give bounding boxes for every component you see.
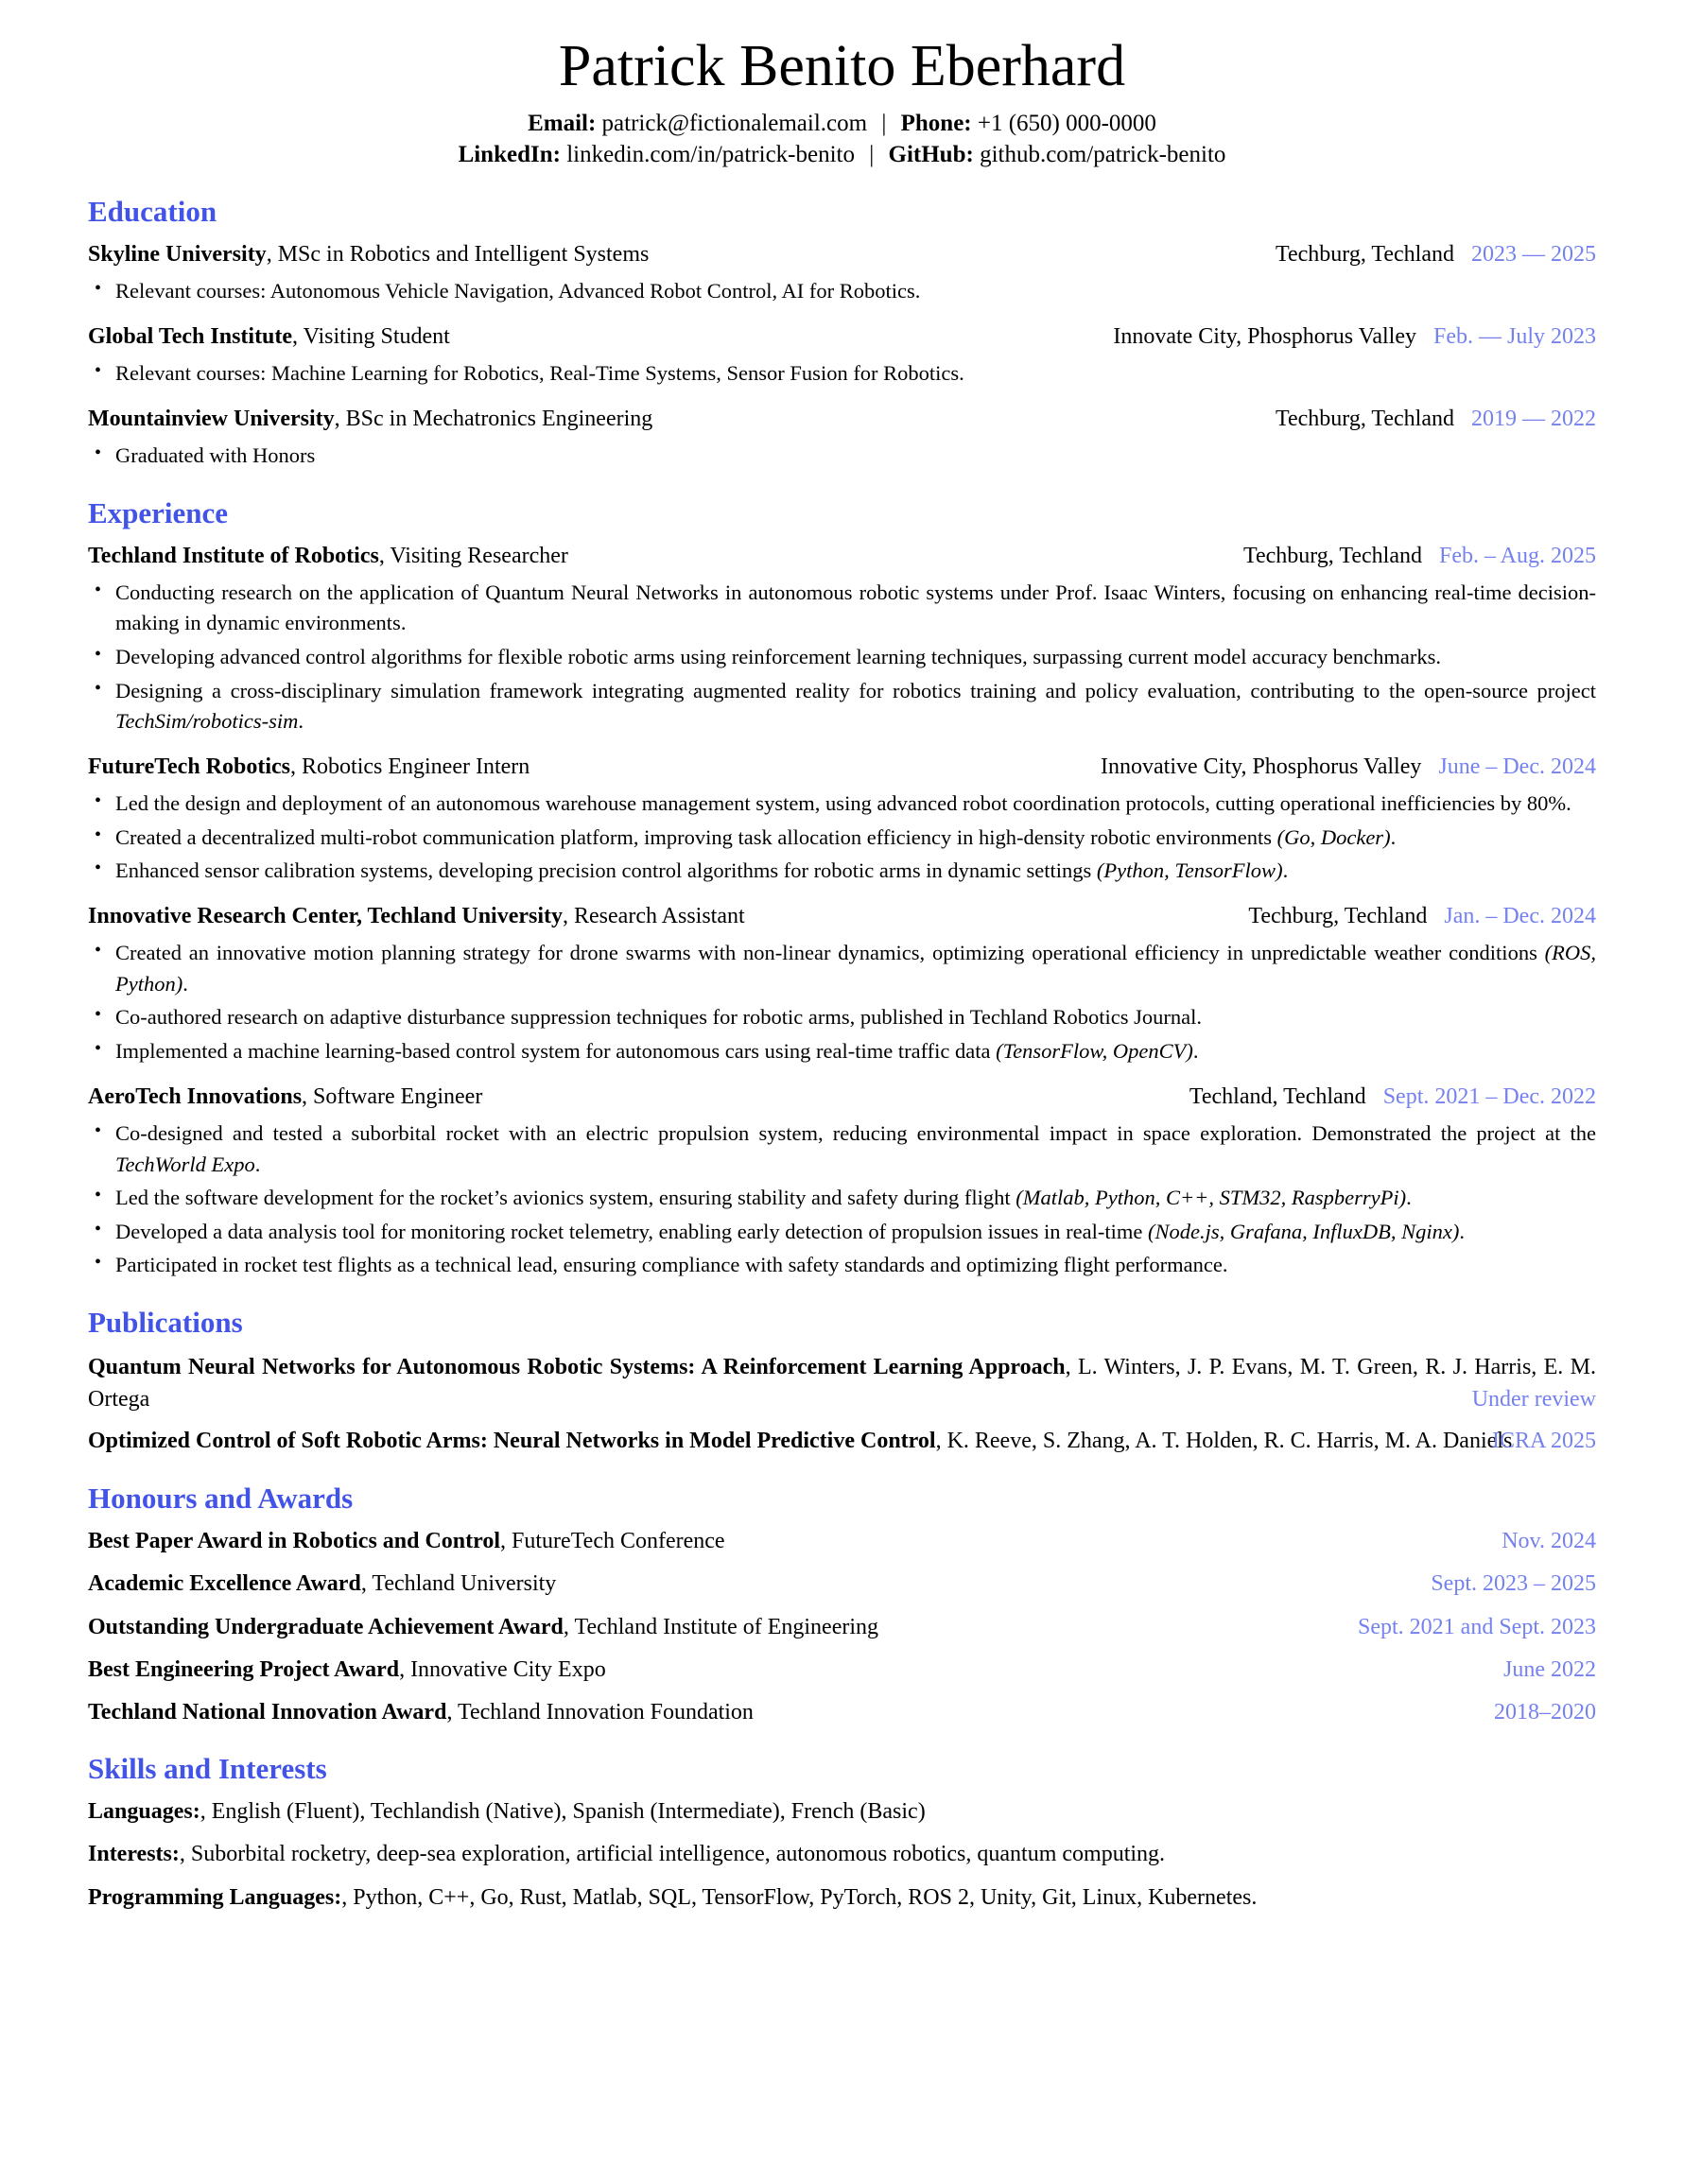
bullet-item: • Co-authored research on adaptive disturbance suppression techniques for robotic arms, published in Techland Robotics Journal. bbox=[88, 1002, 1596, 1033]
experience-entry bbox=[88, 902, 1596, 1067]
bullet-item: • Co-designed and tested a suborbital rocket with an electric propulsion system, reducing environmental impact in space exploration. Demonstrated the project at the TechWorld Expo. bbox=[88, 1118, 1596, 1180]
entry-institution: Skyline University bbox=[88, 242, 267, 268]
award-date: 2018–2020 bbox=[1494, 1699, 1596, 1725]
entry-location: Techburg, Techland bbox=[1275, 242, 1454, 268]
bullet-item: • Relevant courses: Autonomous Vehicle Navigation, Advanced Robot Control, AI for Robotics. bbox=[88, 276, 1596, 307]
entry-dates: Sept. 2021 – Dec. 2022 bbox=[1382, 1083, 1596, 1109]
experience-entry bbox=[88, 542, 1596, 737]
publication-entry bbox=[88, 1425, 1596, 1457]
bullet-icon: • bbox=[95, 790, 102, 812]
separator: | bbox=[869, 142, 875, 168]
publication-authors: , K. Reeve, S. Zhang, A. T. Holden, R. C. Harris, M. A. Daniels bbox=[935, 1429, 1513, 1454]
publication-entry bbox=[88, 1351, 1596, 1415]
entry-institution: Mountainview University bbox=[88, 406, 335, 431]
section-publications bbox=[88, 1306, 1596, 1457]
bullet-item: • Created an innovative motion planning strategy for drone swarms with non-linear dynamics, optimizing operational efficiency in unpredictable weather conditions (ROS, Python). bbox=[88, 938, 1596, 999]
entry-location: Innovative City, Phosphorus Valley bbox=[1101, 754, 1422, 779]
bullet-icon: • bbox=[95, 1185, 102, 1206]
bullet-item: • Participated in rocket test flights as a technical lead, ensuring compliance with safety standards and optimizing flight performance. bbox=[88, 1250, 1596, 1281]
education-entry bbox=[88, 322, 1596, 390]
skills-programming bbox=[88, 1883, 1596, 1913]
separator: | bbox=[881, 111, 887, 137]
section-skills bbox=[88, 1752, 1596, 1913]
skills-text: , English (Fluent), Techlandish (Native), Spanish (Intermediate), French (Basic) bbox=[200, 1799, 926, 1825]
bullet-icon: • bbox=[95, 1252, 102, 1274]
entry-dates: 2019 — 2022 bbox=[1471, 406, 1596, 431]
entry-location: Techburg, Techland bbox=[1275, 406, 1454, 431]
entry-role: , Robotics Engineer Intern bbox=[290, 754, 530, 779]
award-org: , Innovative City Expo bbox=[399, 1656, 606, 1682]
bullet-icon: • bbox=[95, 579, 102, 600]
github-label: GitHub: bbox=[888, 142, 974, 168]
entry-header bbox=[88, 542, 1596, 571]
entry-header bbox=[88, 1083, 1596, 1112]
bullet-list bbox=[88, 1118, 1596, 1281]
section-awards bbox=[88, 1482, 1596, 1727]
skills-label: Interests: bbox=[88, 1842, 180, 1867]
education-entry bbox=[88, 405, 1596, 472]
entry-location: Techland, Techland bbox=[1189, 1083, 1366, 1109]
award-date: June 2022 bbox=[1503, 1656, 1596, 1682]
bullet-icon: • bbox=[95, 858, 102, 879]
entry-header bbox=[88, 322, 1596, 352]
bullet-item: • Created a decentralized multi-robot communication platform, improving task allocation efficiency in high-density robotic environments (Go, Docker). bbox=[88, 823, 1596, 854]
bullet-list bbox=[88, 578, 1596, 737]
phone-label: Phone: bbox=[900, 111, 972, 137]
award-name: Best Paper Award in Robotics and Control bbox=[88, 1529, 501, 1554]
entry-header bbox=[88, 753, 1596, 782]
skills-interests bbox=[88, 1840, 1596, 1869]
bullet-list bbox=[88, 441, 1596, 472]
experience-entry bbox=[88, 1083, 1596, 1281]
contact-line-1 bbox=[88, 108, 1596, 139]
award-name: Academic Excellence Award bbox=[88, 1571, 361, 1597]
linkedin-value: linkedin.com/in/patrick-benito bbox=[566, 142, 855, 168]
award-org: , Techland Institute of Engineering bbox=[563, 1614, 879, 1639]
publication-status: Under review bbox=[1471, 1387, 1596, 1413]
bullet-icon: • bbox=[95, 823, 102, 845]
bullet-item: • Developing advanced control algorithms for flexible robotic arms using reinforcement learning techniques, surpassing current model accuracy benchmarks. bbox=[88, 642, 1596, 673]
entry-company: AeroTech Innovations bbox=[88, 1083, 303, 1109]
award-entry bbox=[88, 1698, 1596, 1727]
education-entry bbox=[88, 240, 1596, 307]
award-name: Outstanding Undergraduate Achievement Award bbox=[88, 1614, 564, 1639]
award-name: Techland National Innovation Award bbox=[88, 1699, 447, 1725]
bullet-list bbox=[88, 276, 1596, 307]
section-title: Education bbox=[88, 195, 217, 229]
bullet-list bbox=[88, 938, 1596, 1067]
publication-authors: , L. Winters, J. P. Evans, M. T. Green, R. J. Harris, E. M. Ortega bbox=[88, 1355, 1597, 1413]
skills-label: Languages: bbox=[88, 1799, 200, 1825]
contact-line-2 bbox=[88, 139, 1596, 170]
bullet-item: • Enhanced sensor calibration systems, developing precision control algorithms for robotic arms in dynamic settings (Python, TensorFlow). bbox=[88, 856, 1596, 887]
bullet-icon: • bbox=[95, 442, 102, 463]
entry-dates: Jan. – Dec. 2024 bbox=[1444, 904, 1596, 928]
bullet-item: • Designing a cross-disciplinary simulation framework integrating augmented reality for robotics training and policy evaluation, contributing to the open-source project TechSim/robotics-sim. bbox=[88, 676, 1596, 737]
award-entry bbox=[88, 1655, 1596, 1685]
entry-role: , Software Engineer bbox=[302, 1083, 483, 1109]
person-name: Patrick Benito Eberhard bbox=[558, 34, 1126, 98]
skills-label: Programming Languages: bbox=[88, 1884, 342, 1910]
entry-header bbox=[88, 240, 1596, 269]
bullet-icon: • bbox=[95, 278, 102, 300]
bullet-icon: • bbox=[95, 677, 102, 699]
experience-entry bbox=[88, 753, 1596, 887]
bullet-item: • Relevant courses: Machine Learning for Robotics, Real-Time Systems, Sensor Fusion for Robotics. bbox=[88, 358, 1596, 390]
email-value: patrick@fictionalemail.com bbox=[601, 111, 868, 137]
bullet-item: • Graduated with Honors bbox=[88, 441, 1596, 472]
section-experience bbox=[88, 496, 1596, 1281]
bullet-icon: • bbox=[95, 644, 102, 666]
section-title: Publications bbox=[88, 1306, 243, 1339]
entry-degree: , Visiting Student bbox=[292, 324, 450, 349]
award-date: Nov. 2024 bbox=[1502, 1529, 1596, 1554]
award-date: Sept. 2023 – 2025 bbox=[1431, 1571, 1596, 1597]
award-org: , Techland Innovation Foundation bbox=[446, 1699, 754, 1725]
bullet-list bbox=[88, 789, 1596, 887]
github-value: github.com/patrick-benito bbox=[980, 142, 1226, 168]
email-label: Email: bbox=[528, 111, 597, 137]
award-date: Sept. 2021 and Sept. 2023 bbox=[1358, 1614, 1596, 1639]
skills-text: , Python, C++, Go, Rust, Matlab, SQL, TensorFlow, PyTorch, ROS 2, Unity, Git, Linux, Kubernetes. bbox=[341, 1884, 1258, 1910]
entry-location: Techburg, Techland bbox=[1248, 904, 1428, 928]
award-name: Best Engineering Project Award bbox=[88, 1656, 400, 1682]
entry-role: , Visiting Researcher bbox=[378, 543, 568, 568]
linkedin-label: LinkedIn: bbox=[458, 142, 561, 168]
award-org: , Techland University bbox=[360, 1571, 557, 1597]
bullet-icon: • bbox=[95, 1038, 102, 1060]
entry-degree: , BSc in Mechatronics Engineering bbox=[334, 406, 653, 431]
bullet-item: • Led the software development for the rocket’s avionics system, ensuring stability and safety during flight (Matlab, Python, C++, STM32, RaspberryPi). bbox=[88, 1183, 1596, 1214]
award-entry bbox=[88, 1613, 1596, 1642]
bullet-list bbox=[88, 358, 1596, 390]
bullet-icon: • bbox=[95, 1119, 102, 1141]
entry-dates: 2023 — 2025 bbox=[1471, 242, 1596, 268]
award-entry bbox=[88, 1527, 1596, 1556]
entry-company: Innovative Research Center, Techland University bbox=[88, 904, 564, 928]
section-title: Honours and Awards bbox=[88, 1482, 354, 1516]
award-entry bbox=[88, 1569, 1596, 1599]
entry-dates: Feb. – Aug. 2025 bbox=[1438, 543, 1596, 568]
section-education bbox=[88, 195, 1596, 471]
entry-dates: Feb. — July 2023 bbox=[1432, 324, 1596, 349]
publication-status: ICRA 2025 bbox=[1491, 1429, 1596, 1454]
entry-company: FutureTech Robotics bbox=[88, 754, 291, 779]
phone-value: +1 (650) 000-0000 bbox=[977, 111, 1156, 137]
bullet-icon: • bbox=[95, 940, 102, 962]
entry-header bbox=[88, 902, 1596, 931]
publication-title: Optimized Control of Soft Robotic Arms: Neural Networks in Model Predictive Control bbox=[88, 1429, 936, 1454]
entry-header bbox=[88, 405, 1596, 434]
bullet-icon: • bbox=[95, 1218, 102, 1239]
entry-location: Innovate City, Phosphorus Valley bbox=[1113, 324, 1416, 349]
section-title: Experience bbox=[88, 495, 229, 529]
entry-role: , Research Assistant bbox=[563, 904, 745, 928]
bullet-item: • Led the design and deployment of an autonomous warehouse management system, using advanced robot coordination protocols, cutting operational inefficiencies by 80%. bbox=[88, 789, 1596, 820]
entry-dates: June – Dec. 2024 bbox=[1438, 754, 1596, 779]
bullet-icon: • bbox=[95, 360, 102, 382]
bullet-item: • Developed a data analysis tool for monitoring rocket telemetry, enabling early detection of propulsion issues in real-time (Node.js, Grafana, InfluxDB, Nginx). bbox=[88, 1217, 1596, 1248]
entry-company: Techland Institute of Robotics bbox=[88, 543, 379, 568]
bullet-item: • Implemented a machine learning-based control system for autonomous cars using real-time traffic data (TensorFlow, OpenCV). bbox=[88, 1036, 1596, 1067]
bullet-item: • Conducting research on the application of Quantum Neural Networks in autonomous robotic systems under Prof. Isaac Winters, focusing on enhancing real-time decision-making in dynamic environments. bbox=[88, 578, 1596, 639]
entry-location: Techburg, Techland bbox=[1242, 543, 1422, 568]
publication-title: Quantum Neural Networks for Autonomous Robotic Systems: A Reinforcement Learning Approach bbox=[88, 1355, 1066, 1379]
bullet-icon: • bbox=[95, 1004, 102, 1026]
skills-languages bbox=[88, 1797, 1596, 1827]
section-title: Skills and Interests bbox=[88, 1752, 327, 1786]
skills-text: , Suborbital rocketry, deep-sea exploration, artificial intelligence, autonomous robotics, quantum computing. bbox=[179, 1842, 1166, 1867]
entry-degree: , MSc in Robotics and Intelligent Systems bbox=[266, 242, 650, 268]
award-org: , FutureTech Conference bbox=[500, 1529, 725, 1554]
entry-institution: Global Tech Institute bbox=[88, 324, 293, 349]
